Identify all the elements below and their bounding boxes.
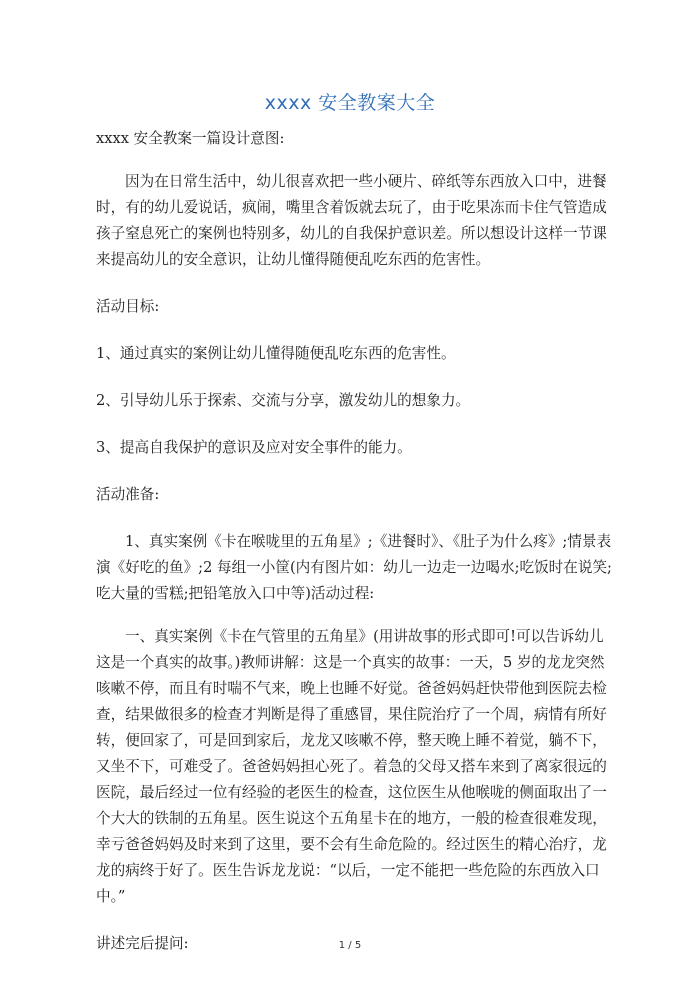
- case-story-paragraph: 一、真实案例《卡在气管里的五角星》(用讲故事的形式即可!可以告诉幼儿这是一个真实的故事。)教师讲解：这是一个真实的故事：一天，5 岁的龙龙突然咳嗽不停，而且有时喘不气来，晚上也睡不好觉。爸爸妈妈赶快带他到医院去检查，结果做很多的检查才判断是得了重感冒，果住院治疗了一个周，病情有所好转，便回家了，可是回到家后，龙龙又咳嗽不停，整天晚上睡不着觉，躺不下，又坐不下，可难受了。爸爸妈妈担心死了。着急的父母又搭车来到了离家很远的医院，最后经过一位有经验的老医生的检查，这位医生从他喉咙的侧面取出了一个大大的铁制的五角星。医生说这个五角星卡在的地方，一般的检查很难发现，幸亏爸爸妈妈及时来到了这里，要不会有生命危险的。经过医生的精心治疗，龙龙的病终于好了。医生告诉龙龙说：“以后，一定不能把一些危险的东西放入口中。”: [96, 628, 607, 905]
- preparation-paragraph: 1、真实案例《卡在喉咙里的五角星》;《进餐时》、《肚子为什么疼》;情景表演《好吃的鱼》;2 每组一小筐(内有图片如：幼儿一边走一边喝水;吃饭时在说笑;吃大量的雪糕;把铅笔放入口中等)活动过程:: [96, 533, 612, 602]
- objective-item-3: 3、提高自我保护的意识及应对安全事件的能力。: [96, 439, 412, 456]
- preparation-heading: 活动准备:: [96, 486, 160, 503]
- document-title: xxxx 安全教案大全: [264, 92, 436, 114]
- questions-heading: 讲述完后提问:: [96, 935, 189, 952]
- document-body: [96, 126, 616, 957]
- design-intent-paragraph: 因为在日常生活中，幼儿很喜欢把一些小硬片、碎纸等东西放入口中，进餐时，有的幼儿爱说话，疯闹，嘴里含着饭就去玩了，由于吃果冻而卡住气管造成孩子窒息死亡的案例也特别多，幼儿的自我保护意识差。所以想设计这样一节课来提高幼儿的安全意识，让幼儿懂得随便乱吃东西的危害性。: [96, 173, 607, 268]
- objective-item-1: 1、通过真实的案例让幼儿懂得随便乱吃东西的危害性。: [96, 345, 456, 362]
- objective-item-2: 2、引导幼儿乐于探索、交流与分享，激发幼儿的想象力。: [96, 392, 471, 409]
- intro-heading: xxxx 安全教案一篇设计意图:: [96, 130, 285, 147]
- objectives-heading: 活动目标:: [96, 298, 160, 315]
- page-number: 1 / 5: [338, 940, 362, 951]
